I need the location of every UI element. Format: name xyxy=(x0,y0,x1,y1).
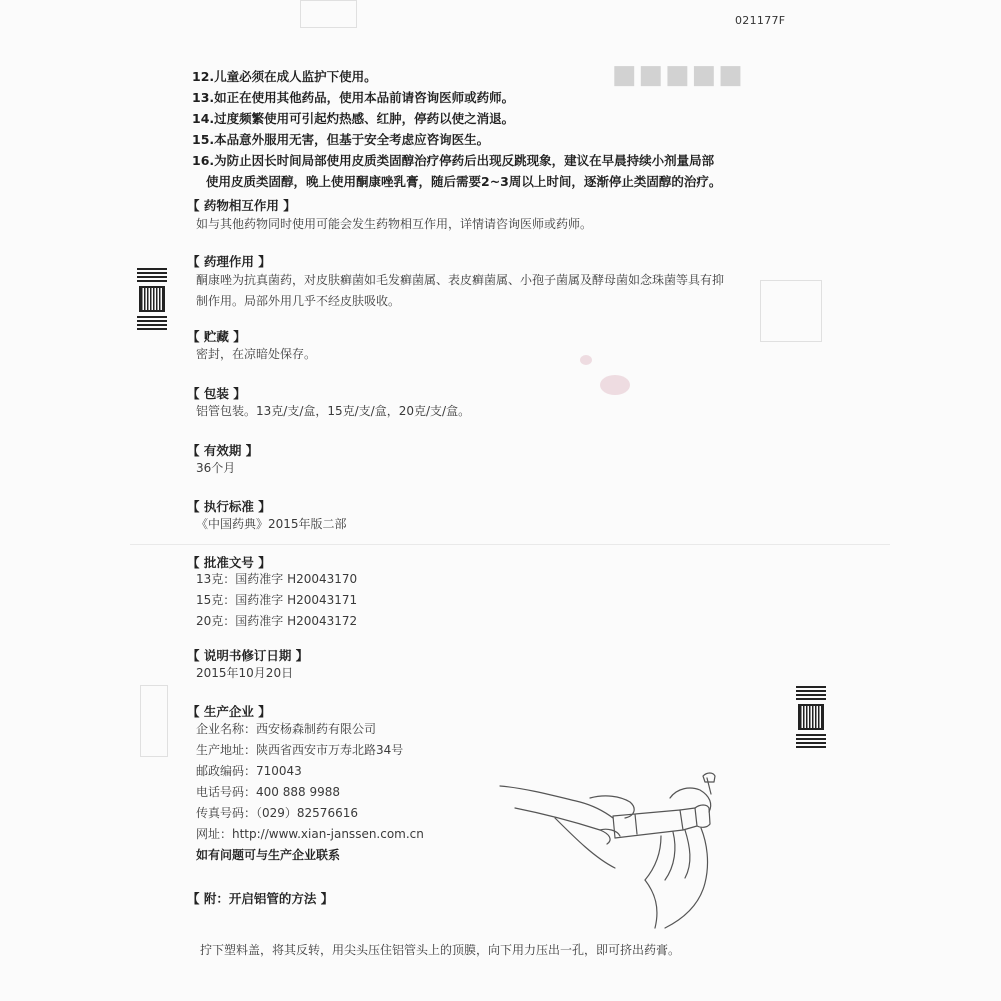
text-line: 制作用。局部外用几乎不经皮肤吸收。 xyxy=(196,294,401,308)
left-hand-outline xyxy=(500,786,613,818)
section-title-revision: 【 说明书修订日期 】 xyxy=(187,648,309,663)
section-body-package xyxy=(196,401,470,422)
warning-item: 使用皮质类固醇，晚上使用酮康唑乳膏，随后需要2~3周以上时间，逐渐停止类固醇的治疗。 xyxy=(206,174,722,189)
stain-mark xyxy=(600,375,630,395)
section-body-revision xyxy=(196,663,293,684)
website: 网址：http://www.xian-janssen.com.cn xyxy=(196,827,424,841)
text-line: 《中国药典》2015年版二部 xyxy=(196,517,347,531)
contact-note: 如有问题可与生产企业联系 xyxy=(196,848,341,862)
tube-opening-illustration xyxy=(495,768,735,938)
section-title-standard: 【 执行标准 】 xyxy=(187,499,271,514)
stain-mark xyxy=(580,355,592,365)
section-title-approval: 【 批准文号 】 xyxy=(187,555,271,570)
warning-item: 15.本品意外服用无害，但基于安全考虑应咨询医生。 xyxy=(192,132,490,147)
text-line: 20克：国药准字 H20043172 xyxy=(196,614,358,628)
text-line: 15克：国药准字 H20043171 xyxy=(196,593,358,607)
text-line: 2015年10月20日 xyxy=(196,666,294,680)
company-address: 生产地址：陕西省西安市万寿北路34号 xyxy=(196,743,404,757)
section-title-package: 【 包装 】 xyxy=(187,386,246,401)
section-body-storage xyxy=(196,344,316,365)
section-body-interactions xyxy=(196,214,592,235)
section-title-storage: 【 贮藏 】 xyxy=(187,329,246,344)
text-line: 密封，在凉暗处保存。 xyxy=(196,347,317,361)
section-body-manufacturer xyxy=(196,719,424,866)
show-through-box xyxy=(300,0,357,28)
section-title-validity: 【 有效期 】 xyxy=(187,443,259,458)
right-qr-code-icon xyxy=(796,686,826,752)
phone-number: 电话号码：400 888 9988 xyxy=(196,785,340,799)
show-through-box xyxy=(760,280,822,342)
warnings-list xyxy=(192,66,782,192)
text-line: 13克：国药准字 H20043170 xyxy=(196,572,358,586)
tube-outline xyxy=(613,810,683,838)
section-body-validity xyxy=(196,458,235,479)
fax-number: 传真号码：（029）82576616 xyxy=(196,806,358,820)
postal-code: 邮政编码：710043 xyxy=(196,764,302,778)
text-line: 如与其他药物同时使用可能会发生药物相互作用，详情请咨询医师或药师。 xyxy=(196,217,593,231)
document-code: 021177F xyxy=(735,14,786,27)
section-body-pharmacology xyxy=(196,270,724,312)
left-qr-code-icon xyxy=(137,268,167,334)
company-name: 企业名称：西安杨森制药有限公司 xyxy=(196,722,377,736)
warning-item: 13.如正在使用其他药品，使用本品前请咨询医师或药师。 xyxy=(192,90,515,105)
section-body-appendix xyxy=(200,940,680,961)
section-body-approval xyxy=(196,569,357,632)
show-through-heading: ■■■■■ xyxy=(610,60,743,90)
section-title-manufacturer: 【 生产企业 】 xyxy=(187,704,271,719)
text-line: 铝管包装。13克/支/盒，15克/支/盒，20克/支/盒。 xyxy=(196,404,471,418)
warning-item: 12.儿童必须在成人监护下使用。 xyxy=(192,69,377,84)
text-line: 酮康唑为抗真菌药，对皮肤癣菌如毛发癣菌属、表皮癣菌属、小孢子菌属及酵母菌如念珠菌等具有抑 xyxy=(196,273,725,287)
section-title-pharmacology: 【 药理作用 】 xyxy=(187,254,271,269)
warning-item: 14.过度频繁使用可引起灼热感、红肿，停药以使之消退。 xyxy=(192,111,515,126)
section-title-interactions: 【 药物相互作用 】 xyxy=(187,198,296,213)
fold-line xyxy=(130,544,890,545)
text-line: 36个月 xyxy=(196,461,236,475)
text-line: 拧下塑料盖，将其反转，用尖头压住铝管头上的顶膜，向下用力压出一孔，即可挤出药膏。 xyxy=(200,943,681,957)
warning-item: 16.为防止因长时间局部使用皮质类固醇治疗停药后出现反跳现象，建议在早晨持续小剂量局部 xyxy=(192,153,715,168)
section-title-appendix: 【 附：开启铝管的方法 】 xyxy=(187,891,334,906)
section-body-standard xyxy=(196,514,347,535)
show-through-box xyxy=(140,685,168,757)
